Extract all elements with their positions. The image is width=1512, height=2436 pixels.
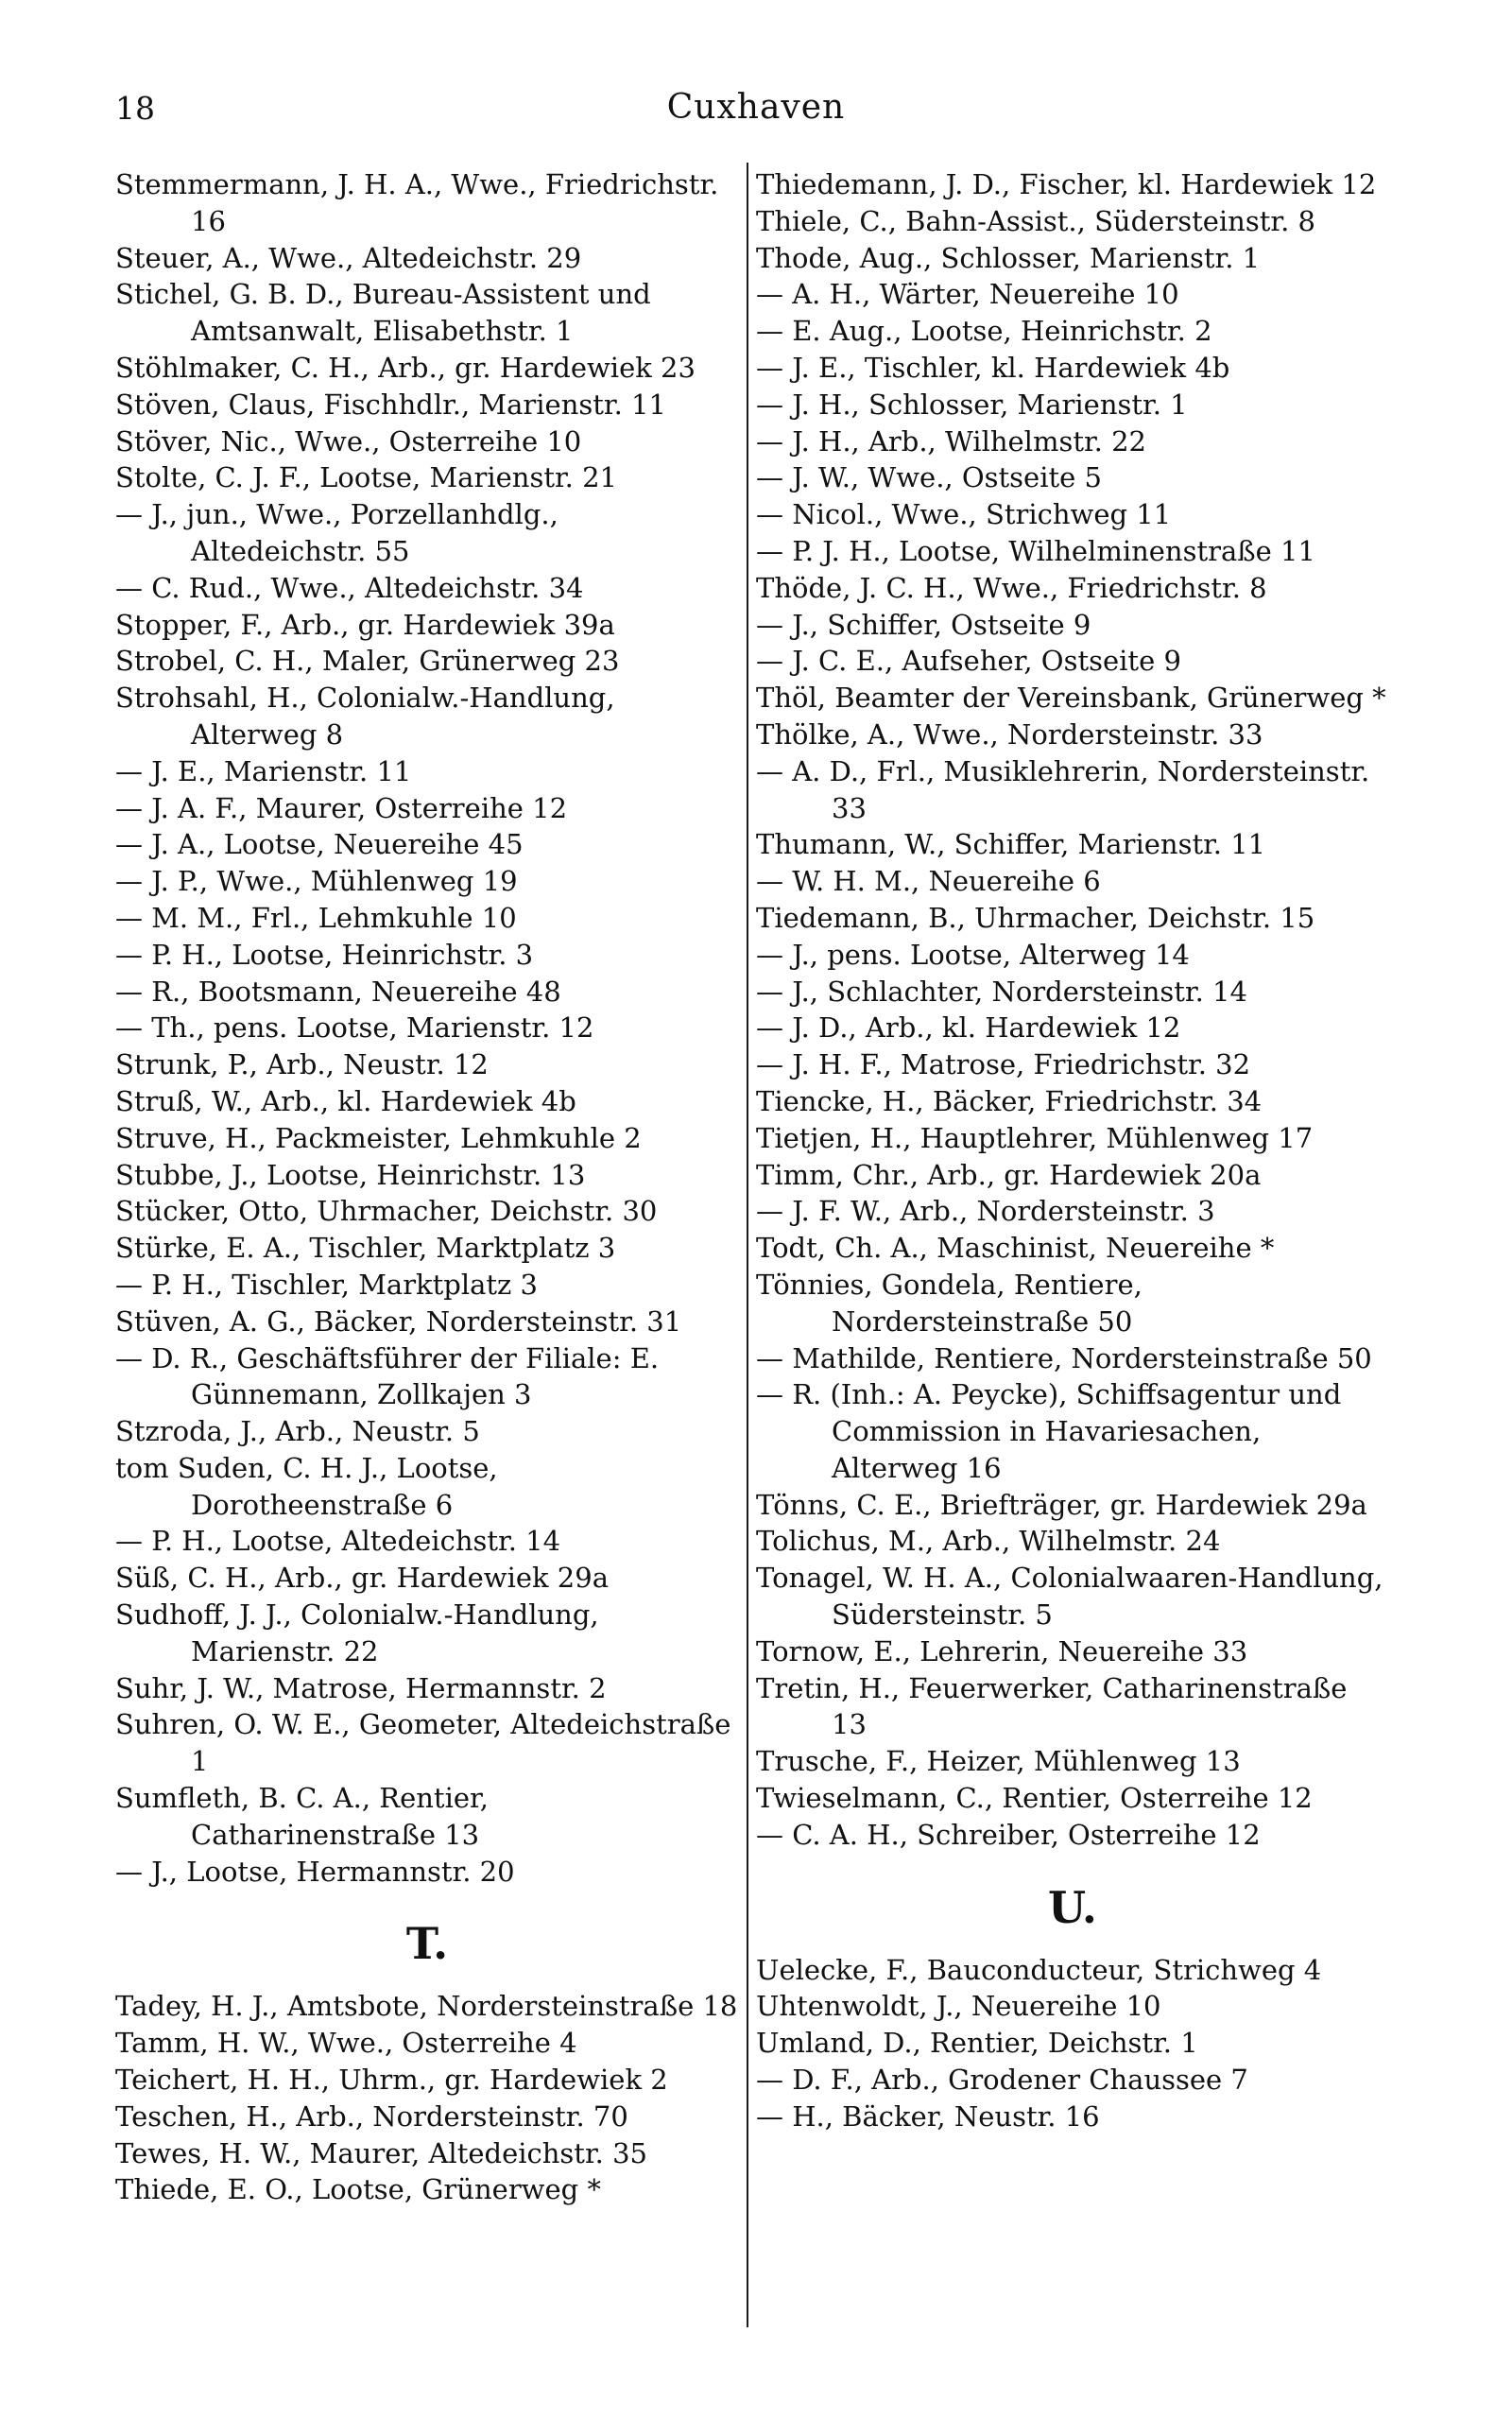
directory-entry: Strohsahl, H., Colonialw.-Handlung, Alterweg 8 (115, 682, 615, 751)
directory-entry: Stöven, Claus, Fischhdlr., Marienstr. 11 (115, 388, 666, 421)
directory-entry: — J. A., Lootse, Neuereihe 45 (115, 828, 524, 861)
directory-entry: — A. D., Frl., Musiklehrerin, Nordersteinstr. 33 (756, 754, 1370, 824)
directory-entry: Thöl, Beamter der Vereinsbank, Grünerweg * (756, 682, 1386, 715)
running-head: Cuxhaven (666, 88, 846, 127)
directory-entry: — P. H., Lootse, Heinrichstr. 3 (115, 938, 534, 971)
directory-entry: — J. C. E., Aufseher, Ostseite 9 (756, 645, 1181, 678)
directory-entry: — D. F., Arb., Grodener Chaussee 7 (756, 2064, 1248, 2097)
directory-entry: Suhr, J. W., Matrose, Hermannstr. 2 (115, 1671, 607, 1704)
directory-entry: Sumfleth, B. C. A., Rentier, Catharinenstraße 13 (115, 1782, 489, 1851)
directory-entry: Süß, C. H., Arb., gr. Hardewiek 29a (115, 1562, 609, 1595)
section-letter-t: T. (405, 1918, 449, 1970)
right-column (756, 166, 1389, 2135)
directory-entry: Tornow, E., Lehrerin, Neuereihe 33 (756, 1634, 1248, 1667)
directory-entry: — Th., pens. Lootse, Marienstr. 12 (115, 1011, 594, 1045)
directory-entry: — J. E., Tischler, kl. Hardewiek 4b (756, 351, 1230, 384)
directory-entry: Thöde, J. C. H., Wwe., Friedrichstr. 8 (756, 571, 1267, 604)
directory-entry: Thode, Aug., Schlosser, Marienstr. 1 (756, 241, 1261, 274)
directory-entry: Sudhoff, J. J., Colonialw.-Handlung, Marienstr. 22 (115, 1598, 599, 1667)
directory-entry: Twieselmann, C., Rentier, Osterreihe 12 (756, 1782, 1313, 1815)
directory-entry: Suhren, O. W. E., Geometer, Altedeichstraße 1 (115, 1708, 731, 1778)
directory-entry: — Mathilde, Rentiere, Nordersteinstraße 50 (756, 1341, 1372, 1374)
directory-entry: Thiele, C., Bahn-Assist., Südersteinstr. 8 (756, 204, 1315, 237)
directory-entry: — J. P., Wwe., Mühlenweg 19 (115, 865, 518, 898)
directory-entry: Timm, Chr., Arb., gr. Hardewiek 20a (756, 1158, 1262, 1191)
directory-entry: Todt, Ch. A., Maschinist, Neuereihe * (756, 1232, 1275, 1265)
directory-entry: Umland, D., Rentier, Deichstr. 1 (756, 2027, 1198, 2060)
right-entries-t (756, 166, 1389, 1854)
directory-entry: — E. Aug., Lootse, Heinrichstr. 2 (756, 315, 1212, 348)
directory-entry: Uelecke, F., Bauconducteur, Strichweg 4 (756, 1953, 1322, 1986)
right-entries-u (756, 1952, 1389, 2135)
directory-entry: — J. H., Arb., Wilhelmstr. 22 (756, 424, 1147, 458)
directory-entry: Tamm, H. W., Wwe., Osterreihe 4 (115, 2027, 577, 2060)
directory-entry: Strunk, P., Arb., Neustr. 12 (115, 1048, 489, 1081)
section-letter-u: U. (1048, 1881, 1097, 1933)
directory-entry: Struve, H., Packmeister, Lehmkuhle 2 (115, 1121, 642, 1154)
directory-entry: Tiencke, H., Bäcker, Friedrichstr. 34 (756, 1084, 1263, 1117)
directory-entry: — J., Lootse, Hermannstr. 20 (115, 1855, 515, 1888)
directory-entry: Thumann, W., Schiffer, Marienstr. 11 (756, 828, 1266, 861)
directory-entry: — C. A. H., Schreiber, Osterreihe 12 (756, 1818, 1261, 1851)
directory-entry: Stücker, Otto, Uhrmacher, Deichstr. 30 (115, 1195, 658, 1228)
directory-entry: — J. D., Arb., kl. Hardewiek 12 (756, 1011, 1181, 1045)
directory-entry: — J., jun., Wwe., Porzellanhdlg., Altedeichstr. 55 (115, 498, 558, 567)
directory-entry: Uhtenwoldt, J., Neuereihe 10 (756, 1990, 1161, 2023)
directory-entry: Stemmermann, J. H. A., Wwe., Friedrichstr. 16 (115, 168, 719, 237)
directory-entry: Stolte, C. J. F., Lootse, Marienstr. 21 (115, 461, 617, 494)
directory-entry: Strobel, C. H., Maler, Grünerweg 23 (115, 645, 620, 678)
directory-entry: Tiedemann, B., Uhrmacher, Deichstr. 15 (756, 901, 1315, 934)
directory-entry: — P. J. H., Lootse, Wilhelminenstraße 11 (756, 534, 1315, 567)
directory-entry: Stöhlmaker, C. H., Arb., gr. Hardewiek 23 (115, 351, 696, 384)
directory-entry: Stüven, A. G., Bäcker, Nordersteinstr. 31 (115, 1304, 682, 1338)
directory-entry: — C. Rud., Wwe., Altedeichstr. 34 (115, 571, 584, 604)
directory-entry: — J., Schiffer, Ostseite 9 (756, 608, 1091, 641)
directory-entry: Tewes, H. W., Maurer, Altedeichstr. 35 (115, 2136, 647, 2169)
directory-entry: Teschen, H., Arb., Nordersteinstr. 70 (115, 2099, 628, 2133)
directory-entry: Tonagel, W. H. A., Colonialwaaren-Handlung, Südersteinstr. 5 (756, 1562, 1383, 1632)
directory-entry: Stubbe, J., Lootse, Heinrichstr. 13 (115, 1158, 586, 1191)
directory-entry: Stzroda, J., Arb., Neustr. 5 (115, 1415, 480, 1448)
directory-entry: — R. (Inh.: A. Peycke), Schiffsagentur und Commission in Havariesachen, Alterweg 16 (756, 1378, 1342, 1484)
directory-entry: Stöver, Nic., Wwe., Osterreihe 10 (115, 424, 582, 458)
directory-entry: Thiedemann, J. D., Fischer, kl. Hardewiek 12 (756, 168, 1377, 200)
directory-entry: — R., Bootsmann, Neuereihe 48 (115, 975, 561, 1008)
directory-entry: Stürke, E. A., Tischler, Marktplatz 3 (115, 1232, 616, 1265)
directory-entry: tom Suden, C. H. J., Lootse, Dorotheenstraße 6 (115, 1451, 498, 1521)
left-entries-t (115, 1988, 739, 2208)
directory-entry: Trusche, F., Heizer, Mühlenweg 13 (756, 1745, 1241, 1778)
directory-entry: Tönns, C. E., Briefträger, gr. Hardewiek 29a (756, 1488, 1367, 1521)
left-column (115, 166, 739, 2208)
directory-entry: Thölke, A., Wwe., Nordersteinstr. 33 (756, 717, 1263, 751)
directory-entry: Steuer, A., Wwe., Altedeichstr. 29 (115, 241, 582, 274)
directory-entry: Tietjen, H., Hauptlehrer, Mühlenweg 17 (756, 1121, 1314, 1154)
directory-entry: — H., Bäcker, Neustr. 16 (756, 2099, 1100, 2133)
directory-entry: — J. A. F., Maurer, Osterreihe 12 (115, 791, 568, 824)
directory-entry: — J. H., Schlosser, Marienstr. 1 (756, 388, 1188, 421)
directory-entry: — J. H. F., Matrose, Friedrichstr. 32 (756, 1048, 1251, 1081)
directory-entry: — J. F. W., Arb., Nordersteinstr. 3 (756, 1195, 1215, 1228)
page-number: 18 (115, 90, 155, 127)
directory-entry: Struß, W., Arb., kl. Hardewiek 4b (115, 1084, 576, 1117)
directory-entry: Thiede, E. O., Lootse, Grünerweg * (115, 2173, 601, 2206)
directory-entry: — J. W., Wwe., Ostseite 5 (756, 461, 1102, 494)
directory-entry: Teichert, H. H., Uhrm., gr. Hardewiek 2 (115, 2064, 668, 2097)
directory-entry: — A. H., Wärter, Neuereihe 10 (756, 278, 1179, 311)
directory-entry: Stichel, G. B. D., Bureau-Assistent und Amtsanwalt, Elisabethstr. 1 (115, 278, 651, 348)
directory-entry: Tadey, H. J., Amtsbote, Nordersteinstraße 18 (115, 1990, 738, 2023)
directory-entry: — Nicol., Wwe., Strichweg 11 (756, 498, 1172, 531)
directory-entry: Tolichus, M., Arb., Wilhelmstr. 24 (756, 1525, 1221, 1558)
directory-entry: — J., Schlachter, Nordersteinstr. 14 (756, 975, 1247, 1008)
directory-entry: — J., pens. Lootse, Alterweg 14 (756, 938, 1190, 971)
directory-entry: — J. E., Marienstr. 11 (115, 754, 412, 787)
directory-entry: Stopper, F., Arb., gr. Hardewiek 39a (115, 608, 615, 641)
directory-entry: — W. H. M., Neuereihe 6 (756, 865, 1101, 898)
left-entries-s (115, 166, 739, 1890)
directory-entry: — D. R., Geschäftsführer der Filiale: E. Günnemann, Zollkajen 3 (115, 1341, 660, 1411)
directory-entry: — P. H., Lootse, Altedeichstr. 14 (115, 1525, 561, 1558)
directory-entry: — M. M., Frl., Lehmkuhle 10 (115, 901, 517, 934)
directory-entry: — P. H., Tischler, Marktplatz 3 (115, 1268, 539, 1301)
directory-entry: Tönnies, Gondela, Rentiere, Nordersteinstraße 50 (756, 1268, 1143, 1338)
directory-entry: Tretin, H., Feuerwerker, Catharinenstraße 13 (756, 1671, 1348, 1741)
column-divider (747, 163, 748, 2327)
